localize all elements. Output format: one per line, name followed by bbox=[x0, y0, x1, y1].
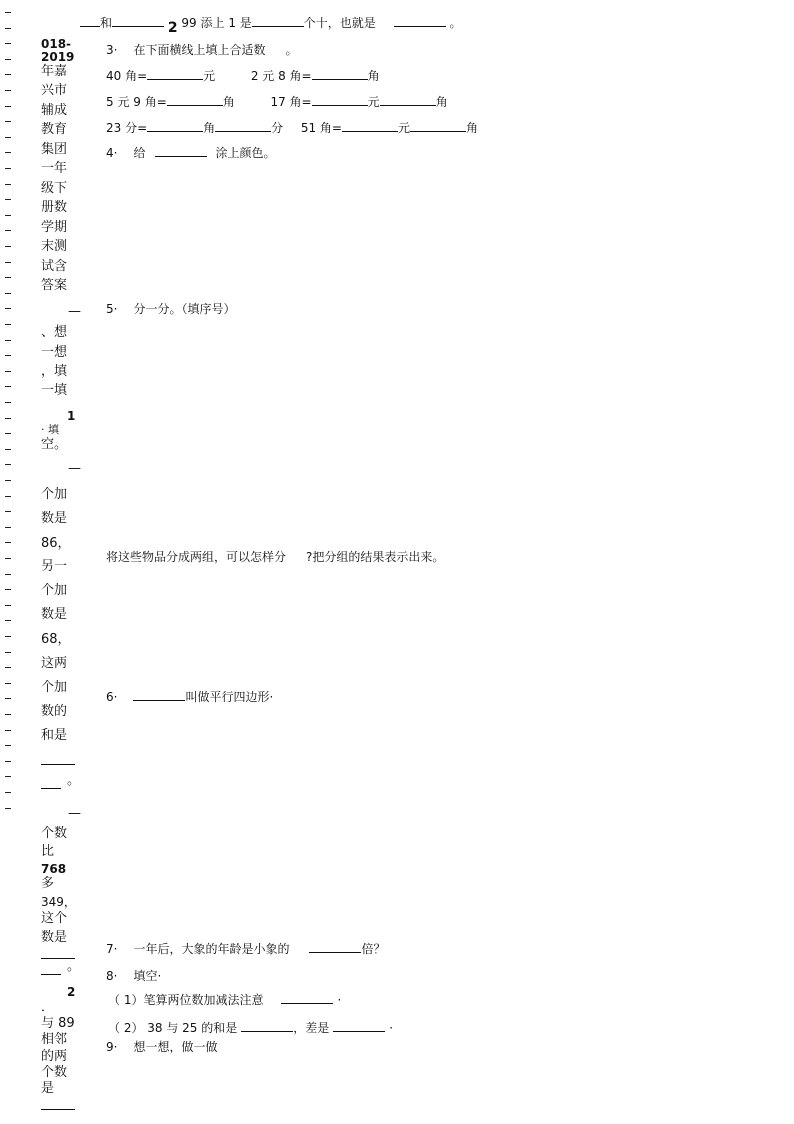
q5-instruction-text-2: ?把分组的结果表示出来。 bbox=[306, 550, 445, 564]
margin-tick bbox=[5, 199, 11, 200]
q1-line: 68， bbox=[41, 632, 71, 647]
margin-tick bbox=[5, 59, 11, 60]
answer-blank[interactable] bbox=[333, 1019, 385, 1032]
answer-blank[interactable] bbox=[281, 991, 333, 1004]
answer-blank[interactable] bbox=[380, 93, 436, 106]
q1b-line: 多 bbox=[41, 876, 55, 891]
q1-line: 个加 bbox=[41, 487, 68, 502]
q3-label: 2 元 8 角= bbox=[250, 69, 312, 83]
q1-line: 数的 bbox=[41, 704, 68, 719]
q2-cont-number: 2 bbox=[167, 20, 178, 36]
answer-blank[interactable] bbox=[112, 14, 164, 27]
margin-tick bbox=[5, 652, 11, 653]
top-text-1: 99 添上 1 是 bbox=[181, 16, 252, 30]
q2-line: 个数 bbox=[41, 1065, 68, 1080]
q5-instruction bbox=[106, 548, 444, 565]
margin-tick bbox=[5, 152, 11, 153]
top-question-line bbox=[80, 14, 462, 36]
q4-number: 4· bbox=[106, 146, 118, 160]
margin-tick bbox=[5, 184, 11, 185]
q8-sub1-end: · bbox=[337, 993, 342, 1007]
q4-line bbox=[106, 144, 275, 161]
margin-tick bbox=[5, 43, 11, 44]
q7-text: 一年后，大象的年龄是小象的 bbox=[133, 942, 290, 956]
answer-blank[interactable] bbox=[147, 119, 203, 132]
margin-tick bbox=[5, 355, 11, 356]
q3-label: 17 角= bbox=[270, 95, 312, 109]
q8-text: 填空· bbox=[133, 969, 162, 983]
q8-sub2-mid: ，差是 bbox=[293, 1021, 330, 1035]
q3-unit: 角 bbox=[222, 95, 235, 109]
q7-text-post: 倍？ bbox=[361, 942, 386, 956]
q3-label: 40 角= bbox=[106, 69, 148, 83]
sidebar-title-line: 兴市 bbox=[41, 83, 68, 98]
q3-label: 5 元 9 角= bbox=[106, 95, 167, 109]
q6-number: 6· bbox=[106, 690, 118, 704]
sidebar-title-line: 册数 bbox=[41, 200, 68, 215]
margin-tick bbox=[5, 371, 11, 372]
q1-line: · 填 bbox=[41, 423, 59, 436]
margin-tick bbox=[5, 246, 11, 247]
q7-number: 7· bbox=[106, 942, 118, 956]
answer-blank[interactable] bbox=[394, 14, 446, 27]
sidebar-title-line: 末测 bbox=[41, 239, 68, 254]
q1b-line: 比 bbox=[41, 844, 55, 859]
margin-tick bbox=[5, 137, 11, 138]
sidebar-title-line: 年嘉 bbox=[41, 64, 68, 79]
q3-label: 23 分= bbox=[106, 121, 148, 135]
q3-unit: 元 bbox=[367, 95, 380, 109]
q3-unit: 元 bbox=[397, 121, 410, 135]
q1b-line: 这个 bbox=[41, 911, 68, 926]
margin-tick bbox=[5, 308, 11, 309]
q4-text: 给 bbox=[133, 146, 146, 160]
q3-text: 在下面横线上填上合适数 bbox=[133, 43, 266, 57]
q1b-answer-blank[interactable] bbox=[41, 946, 75, 959]
q6-text: 叫做平行四边形· bbox=[185, 690, 274, 704]
q3-row-2 bbox=[106, 93, 448, 110]
margin-tick bbox=[5, 714, 11, 715]
q3-row-1 bbox=[106, 67, 380, 84]
answer-blank[interactable] bbox=[312, 93, 368, 106]
q1-answer-blank-cont[interactable] bbox=[41, 776, 61, 789]
margin-tick bbox=[5, 168, 11, 169]
margin-tick bbox=[5, 636, 11, 637]
margin-tick bbox=[5, 620, 11, 621]
margin-tick bbox=[5, 121, 11, 122]
margin-tick bbox=[5, 589, 11, 590]
and-text: 和 bbox=[100, 16, 113, 30]
margin-tick bbox=[5, 558, 11, 559]
sidebar-title-line: 集团 bbox=[41, 142, 68, 157]
margin-tick bbox=[5, 574, 11, 575]
margin-tick bbox=[5, 511, 11, 512]
q8-sub1-text: （ 1）笔算两位数加减法注意 bbox=[108, 993, 264, 1007]
q1b-line: 个数 bbox=[41, 826, 68, 841]
q3-heading bbox=[106, 41, 297, 58]
answer-blank[interactable] bbox=[133, 688, 185, 701]
margin-tick bbox=[5, 230, 11, 231]
margin-tick bbox=[5, 90, 11, 91]
margin-tick bbox=[5, 12, 11, 13]
answer-blank[interactable] bbox=[167, 93, 223, 106]
answer-blank[interactable] bbox=[241, 1019, 293, 1032]
q5-text: 分一分。（填序号） bbox=[133, 302, 236, 316]
margin-tick bbox=[5, 402, 11, 403]
q3-unit: 角 bbox=[203, 121, 216, 135]
q1-end: 。 bbox=[67, 773, 81, 788]
margin-tick bbox=[5, 74, 11, 75]
margin-tick bbox=[5, 433, 11, 434]
sidebar-title-line: 2019 bbox=[41, 50, 75, 64]
margin-tick bbox=[5, 106, 11, 107]
sidebar-section-line: 一想 bbox=[41, 345, 68, 360]
sidebar-section-line: — bbox=[68, 304, 81, 319]
answer-blank[interactable] bbox=[147, 67, 203, 80]
answer-blank[interactable] bbox=[252, 14, 304, 27]
q1-answer-blank[interactable] bbox=[41, 752, 75, 765]
q2-line: ． bbox=[41, 1000, 55, 1015]
q1b-end: 。 bbox=[67, 959, 81, 974]
sidebar-title-line: 018- bbox=[41, 37, 72, 51]
margin-tick bbox=[5, 792, 11, 793]
answer-blank[interactable] bbox=[342, 119, 398, 132]
q8-line bbox=[106, 967, 161, 984]
q2-line: 的两 bbox=[41, 1049, 68, 1064]
margin-tick bbox=[5, 698, 11, 699]
q1b-line: 768 bbox=[41, 862, 67, 876]
margin-tick bbox=[5, 683, 11, 684]
q1-line: 和是 bbox=[41, 728, 68, 743]
margin-tick bbox=[5, 418, 11, 419]
q1-line: 86， bbox=[41, 536, 71, 551]
margin-tick bbox=[5, 808, 11, 809]
margin-tick bbox=[5, 215, 11, 216]
q8-sub2-end: · bbox=[389, 1021, 394, 1035]
margin-tick bbox=[5, 776, 11, 777]
margin-tick bbox=[5, 745, 11, 746]
sidebar-title-line: 教育 bbox=[41, 122, 68, 137]
q9-line bbox=[106, 1038, 217, 1055]
q1-number: 1 bbox=[67, 409, 76, 423]
q3-end: 。 bbox=[285, 43, 298, 57]
margin-tick bbox=[5, 293, 11, 294]
q1-line: — bbox=[68, 461, 81, 476]
q3-unit: 分 bbox=[271, 121, 284, 135]
sidebar-section-line: 一填 bbox=[41, 383, 68, 398]
q3-number: 3· bbox=[106, 43, 118, 57]
sidebar-title-line: 辅成 bbox=[41, 103, 68, 118]
top-text-2: 个十，也就是 bbox=[303, 16, 376, 30]
q3-row-3 bbox=[106, 119, 478, 136]
q3-unit: 角 bbox=[465, 121, 478, 135]
q1-line: 空。 bbox=[41, 437, 68, 452]
q5-number: 5· bbox=[106, 302, 118, 316]
q8-number: 8· bbox=[106, 969, 118, 983]
q5-line bbox=[106, 300, 235, 317]
sidebar-title-line: 试含 bbox=[41, 259, 68, 274]
q8-sub1 bbox=[108, 991, 341, 1008]
margin-tick bbox=[5, 386, 11, 387]
q3-unit: 角 bbox=[367, 69, 380, 83]
margin-tick bbox=[5, 449, 11, 450]
q9-number: 9· bbox=[106, 1040, 118, 1054]
margin-tick bbox=[5, 28, 11, 29]
answer-blank[interactable] bbox=[215, 119, 271, 132]
margin-tick bbox=[5, 496, 11, 497]
q3-unit: 元 bbox=[203, 69, 216, 83]
q1-line: 这两 bbox=[41, 656, 68, 671]
sidebar-title-line: 一年 bbox=[41, 161, 68, 176]
q1b-answer-blank-cont[interactable] bbox=[41, 962, 61, 975]
q1-line: 数是 bbox=[41, 511, 68, 526]
q2-number: 2 bbox=[67, 985, 76, 999]
margin-tick bbox=[5, 527, 11, 528]
q3-unit: 角 bbox=[435, 95, 448, 109]
q6-line bbox=[106, 688, 273, 705]
q2-line: 与 89 bbox=[41, 1016, 75, 1031]
margin-tick bbox=[5, 730, 11, 731]
q1b-line: 349， bbox=[41, 895, 76, 909]
margin-tick bbox=[5, 262, 11, 263]
sidebar-section-line: ，填 bbox=[41, 364, 68, 379]
answer-blank[interactable] bbox=[155, 144, 207, 157]
q1-line: 数是 bbox=[41, 607, 68, 622]
margin-tick bbox=[5, 324, 11, 325]
q2-line: 相邻 bbox=[41, 1032, 68, 1047]
sidebar-title-line: 答案 bbox=[41, 278, 68, 293]
sidebar-title-line: 学期 bbox=[41, 220, 68, 235]
q1b-line: — bbox=[68, 806, 81, 821]
q8-sub2 bbox=[108, 1019, 393, 1036]
margin-tick bbox=[5, 761, 11, 762]
margin-tick bbox=[5, 605, 11, 606]
margin-tick bbox=[5, 277, 11, 278]
q1-line: 个加 bbox=[41, 680, 68, 695]
q8-sub2-text: （ 2） 38 与 25 的和是 bbox=[108, 1021, 238, 1035]
q7-line bbox=[106, 940, 385, 957]
sidebar-title-line: 级下 bbox=[41, 181, 68, 196]
q3-label: 51 角= bbox=[300, 121, 342, 135]
q5-instruction-text: 将这些物品分成两组，可以怎样分 bbox=[106, 550, 287, 564]
answer-blank[interactable] bbox=[410, 119, 466, 132]
q4-text-post: 涂上颜色。 bbox=[215, 146, 276, 160]
sidebar-section-line: 、想 bbox=[41, 325, 68, 340]
answer-blank[interactable] bbox=[312, 67, 368, 80]
margin-tick bbox=[5, 542, 11, 543]
q9-text: 想一想，做一做 bbox=[133, 1040, 218, 1054]
answer-blank[interactable] bbox=[80, 14, 100, 27]
margin-tick bbox=[5, 340, 11, 341]
q1-line: 另一 bbox=[41, 559, 68, 574]
q1b-line: 数是 bbox=[41, 930, 68, 945]
margin-tick bbox=[5, 464, 11, 465]
q2-answer-blank[interactable] bbox=[41, 1097, 75, 1110]
q1-line: 个加 bbox=[41, 583, 68, 598]
margin-tick bbox=[5, 480, 11, 481]
top-end: 。 bbox=[449, 16, 462, 30]
margin-tick bbox=[5, 667, 11, 668]
q2-line: 是 bbox=[41, 1081, 55, 1096]
answer-blank[interactable] bbox=[309, 940, 361, 953]
